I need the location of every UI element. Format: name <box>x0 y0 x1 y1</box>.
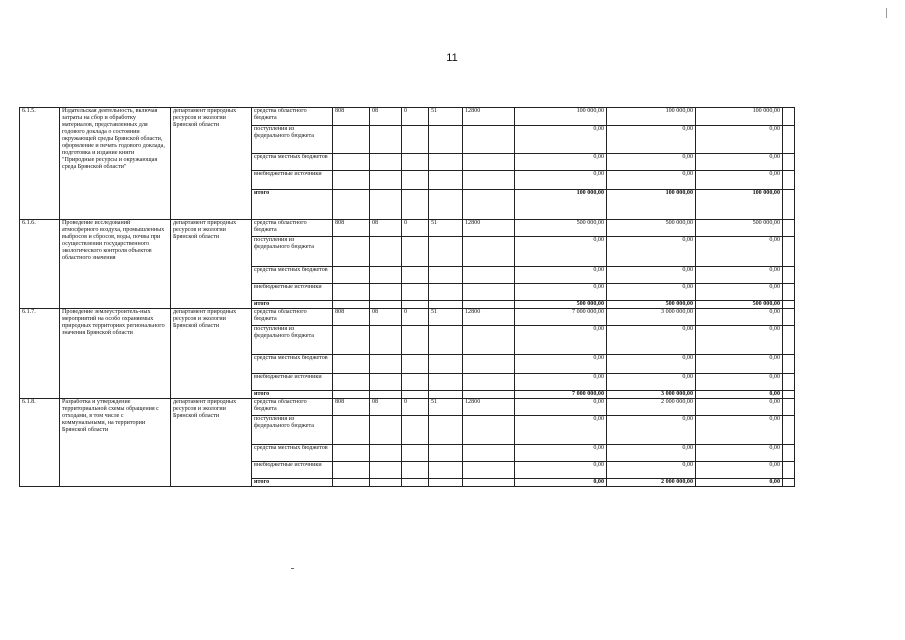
blank-cell <box>783 108 795 126</box>
budget-code: 08 <box>370 399 402 416</box>
amount-year-2: 0,00 <box>607 284 696 301</box>
table-row <box>20 399 795 416</box>
budget-code <box>463 416 515 445</box>
blank-cell <box>783 391 795 399</box>
amount-year-1: 0,00 <box>515 374 607 391</box>
amount-year-3: 0,00 <box>696 462 783 479</box>
amount-year-2: 2 000 000,00 <box>607 479 696 487</box>
item-number: 6.1.7. <box>20 309 60 399</box>
funding-source: средства местных бюджетов <box>252 154 333 171</box>
budget-code <box>370 445 402 462</box>
budget-code <box>402 284 429 301</box>
amount-year-3: 0,00 <box>696 284 783 301</box>
blank-cell <box>783 126 795 154</box>
budget-code <box>463 479 515 487</box>
item-executor: департамент природных ресурсов и экологии Брянской области <box>171 399 252 487</box>
blank-cell <box>783 220 795 237</box>
budget-code <box>429 479 463 487</box>
budget-code <box>402 301 429 309</box>
budget-code <box>333 462 370 479</box>
budget-code <box>402 154 429 171</box>
amount-year-1: 7 000 000,00 <box>515 309 607 326</box>
amount-year-2: 0,00 <box>607 445 696 462</box>
amount-year-1: 0,00 <box>515 171 607 190</box>
budget-code <box>370 284 402 301</box>
budget-code: 08 <box>370 220 402 237</box>
budget-code <box>402 190 429 220</box>
budget-code <box>402 462 429 479</box>
amount-year-3: 0,00 <box>696 309 783 326</box>
budget-code <box>402 445 429 462</box>
budget-code <box>333 326 370 355</box>
amount-year-1: 0,00 <box>515 326 607 355</box>
blank-cell <box>783 309 795 326</box>
item-number: 6.1.8. <box>20 399 60 487</box>
blank-cell <box>783 301 795 309</box>
budget-code <box>463 374 515 391</box>
amount-year-1: 0,00 <box>515 462 607 479</box>
budget-code <box>463 126 515 154</box>
budget-code <box>429 445 463 462</box>
budget-code <box>370 267 402 284</box>
budget-code: 08 <box>370 309 402 326</box>
amount-year-3: 500 000,00 <box>696 301 783 309</box>
item-name: Разработка и утверждение территориальной схемы обращения с отходами, в том числе с коммунальными, на территории Брянской области <box>60 399 171 487</box>
budget-code <box>463 462 515 479</box>
amount-year-3: 0,00 <box>696 445 783 462</box>
budget-code <box>402 391 429 399</box>
budget-code <box>333 126 370 154</box>
blank-cell <box>783 462 795 479</box>
amount-year-3: 0,00 <box>696 374 783 391</box>
amount-year-2: 0,00 <box>607 237 696 267</box>
budget-code: 51 <box>429 309 463 326</box>
budget-code <box>463 445 515 462</box>
budget-code: 0 <box>402 220 429 237</box>
amount-year-1: 0,00 <box>515 154 607 171</box>
amount-year-3: 0,00 <box>696 479 783 487</box>
budget-code: 12800 <box>463 220 515 237</box>
amount-year-1: 0,00 <box>515 267 607 284</box>
budget-code <box>429 326 463 355</box>
page-edge-mark <box>886 8 887 18</box>
budget-code <box>463 237 515 267</box>
budget-code <box>429 416 463 445</box>
budget-code: 08 <box>370 108 402 126</box>
budget-code <box>429 237 463 267</box>
budget-code <box>333 374 370 391</box>
amount-year-3: 0,00 <box>696 267 783 284</box>
funding-source: средства областного бюджета <box>252 399 333 416</box>
budget-code <box>333 445 370 462</box>
amount-year-2: 100 000,00 <box>607 190 696 220</box>
budget-code: 0 <box>402 399 429 416</box>
amount-year-3: 0,00 <box>696 399 783 416</box>
amount-year-3: 0,00 <box>696 126 783 154</box>
budget-code: 808 <box>333 220 370 237</box>
funding-source: поступления из федерального бюджета <box>252 126 333 154</box>
budget-code <box>463 190 515 220</box>
funding-source: средства местных бюджетов <box>252 267 333 284</box>
blank-cell <box>783 374 795 391</box>
funding-source: поступления из федерального бюджета <box>252 326 333 355</box>
funding-source: средства областного бюджета <box>252 108 333 126</box>
table-row <box>20 108 795 126</box>
funding-source: итого <box>252 190 333 220</box>
budget-code <box>402 326 429 355</box>
budget-code <box>463 284 515 301</box>
budget-code <box>463 301 515 309</box>
item-number: 6.1.5. <box>20 108 60 220</box>
blank-cell <box>783 416 795 445</box>
budget-code <box>333 154 370 171</box>
budget-code <box>333 190 370 220</box>
funding-source: внебюджетные источники <box>252 284 333 301</box>
budget-code <box>429 391 463 399</box>
budget-code: 808 <box>333 399 370 416</box>
budget-code <box>333 355 370 374</box>
budget-code <box>370 416 402 445</box>
budget-code <box>429 374 463 391</box>
table-row <box>20 220 795 237</box>
amount-year-3: 0,00 <box>696 391 783 399</box>
item-executor: департамент природных ресурсов и экологии Брянской области <box>171 108 252 220</box>
funding-source: итого <box>252 479 333 487</box>
budget-code <box>463 171 515 190</box>
amount-year-2: 500 000,00 <box>607 301 696 309</box>
budget-code <box>402 171 429 190</box>
funding-source: поступления из федерального бюджета <box>252 237 333 267</box>
amount-year-1: 0,00 <box>515 237 607 267</box>
budget-code <box>402 479 429 487</box>
budget-code <box>370 374 402 391</box>
amount-year-3: 0,00 <box>696 237 783 267</box>
budget-code <box>402 416 429 445</box>
budget-code <box>463 326 515 355</box>
amount-year-3: 0,00 <box>696 154 783 171</box>
amount-year-1: 100 000,00 <box>515 190 607 220</box>
amount-year-2: 3 000 000,00 <box>607 391 696 399</box>
amount-year-3: 0,00 <box>696 326 783 355</box>
blank-cell <box>783 326 795 355</box>
item-name: Проведение землеустроитель-ных мероприятий на особо охраняемых природных территориях регионального значения Брянской области <box>60 309 171 399</box>
budget-code <box>429 190 463 220</box>
budget-code <box>402 355 429 374</box>
budget-code <box>370 462 402 479</box>
budget-code: 808 <box>333 309 370 326</box>
amount-year-3: 0,00 <box>696 416 783 445</box>
blank-cell <box>783 399 795 416</box>
amount-year-2: 0,00 <box>607 267 696 284</box>
budget-code <box>402 126 429 154</box>
blank-cell <box>783 479 795 487</box>
amount-year-2: 100 000,00 <box>607 108 696 126</box>
amount-year-2: 0,00 <box>607 374 696 391</box>
funding-source: внебюджетные источники <box>252 462 333 479</box>
budget-code <box>463 355 515 374</box>
funding-source: внебюджетные источники <box>252 171 333 190</box>
budget-code <box>370 237 402 267</box>
amount-year-1: 500 000,00 <box>515 301 607 309</box>
amount-year-3: 0,00 <box>696 355 783 374</box>
amount-year-3: 100 000,00 <box>696 190 783 220</box>
budget-code <box>429 284 463 301</box>
amount-year-1: 7 000 000,00 <box>515 391 607 399</box>
budget-code: 0 <box>402 309 429 326</box>
budget-code: 12800 <box>463 399 515 416</box>
budget-code <box>429 154 463 171</box>
amount-year-1: 0,00 <box>515 399 607 416</box>
budget-code <box>333 479 370 487</box>
scan-dot <box>291 568 294 569</box>
budget-code <box>370 326 402 355</box>
funding-source: средства местных бюджетов <box>252 355 333 374</box>
blank-cell <box>783 267 795 284</box>
amount-year-1: 100 000,00 <box>515 108 607 126</box>
table-row <box>20 309 795 326</box>
budget-code <box>402 374 429 391</box>
item-name: Проведение исследований атмосферного воздуха, промышленных выбросов и сбросов, воды, почвы при осуществлении государственного экологического контроля объектов областного значения <box>60 220 171 309</box>
budget-code <box>370 479 402 487</box>
budget-code <box>429 171 463 190</box>
amount-year-2: 0,00 <box>607 326 696 355</box>
budget-code <box>463 267 515 284</box>
funding-source: итого <box>252 301 333 309</box>
amount-year-2: 0,00 <box>607 355 696 374</box>
amount-year-1: 0,00 <box>515 284 607 301</box>
amount-year-2: 0,00 <box>607 126 696 154</box>
budget-code <box>333 284 370 301</box>
budget-code: 12800 <box>463 108 515 126</box>
amount-year-2: 0,00 <box>607 154 696 171</box>
budget-code <box>333 171 370 190</box>
budget-code <box>370 126 402 154</box>
amount-year-1: 0,00 <box>515 445 607 462</box>
item-executor: департамент природных ресурсов и экологии Брянской области <box>171 220 252 309</box>
budget-code <box>429 355 463 374</box>
blank-cell <box>783 284 795 301</box>
item-executor: департамент природных ресурсов и экологии Брянской области <box>171 309 252 399</box>
budget-code: 51 <box>429 108 463 126</box>
amount-year-3: 100 000,00 <box>696 108 783 126</box>
budget-code <box>429 126 463 154</box>
budget-code <box>429 267 463 284</box>
budget-code <box>370 154 402 171</box>
funding-source: внебюджетные источники <box>252 374 333 391</box>
item-number: 6.1.6. <box>20 220 60 309</box>
amount-year-2: 500 000,00 <box>607 220 696 237</box>
item-name: Издательская деятельность, включая затраты на сбор и обработку материалов, представленных для годового доклада о состоянии окружающей среды Брянской области, оформление и печать годового доклада, подготовка и издание книги "Природные ресурсы и окружающая среда Брянской области" <box>60 108 171 220</box>
funding-source: средства местных бюджетов <box>252 445 333 462</box>
budget-code <box>463 391 515 399</box>
blank-cell <box>783 190 795 220</box>
budget-code <box>402 267 429 284</box>
amount-year-3: 500 000,00 <box>696 220 783 237</box>
budget-code: 12800 <box>463 309 515 326</box>
budget-code: 0 <box>402 108 429 126</box>
budget-code <box>370 171 402 190</box>
budget-code <box>333 391 370 399</box>
budget-code <box>429 462 463 479</box>
amount-year-2: 0,00 <box>607 416 696 445</box>
budget-table <box>19 107 795 487</box>
blank-cell <box>783 355 795 374</box>
blank-cell <box>783 171 795 190</box>
budget-code <box>333 416 370 445</box>
funding-source: итого <box>252 391 333 399</box>
budget-code <box>402 237 429 267</box>
amount-year-1: 500 000,00 <box>515 220 607 237</box>
blank-cell <box>783 237 795 267</box>
page-number: 11 <box>446 52 458 64</box>
budget-code: 51 <box>429 220 463 237</box>
budget-code: 808 <box>333 108 370 126</box>
budget-code <box>463 154 515 171</box>
budget-code <box>370 190 402 220</box>
budget-code <box>370 355 402 374</box>
amount-year-1: 0,00 <box>515 416 607 445</box>
budget-code <box>429 301 463 309</box>
amount-year-1: 0,00 <box>515 126 607 154</box>
amount-year-2: 0,00 <box>607 462 696 479</box>
budget-code <box>333 267 370 284</box>
funding-source: поступления из федерального бюджета <box>252 416 333 445</box>
blank-cell <box>783 154 795 171</box>
budget-code <box>333 237 370 267</box>
funding-source: средства областного бюджета <box>252 220 333 237</box>
funding-source: средства областного бюджета <box>252 309 333 326</box>
amount-year-1: 0,00 <box>515 355 607 374</box>
amount-year-1: 0,00 <box>515 479 607 487</box>
amount-year-2: 3 000 000,00 <box>607 309 696 326</box>
amount-year-2: 0,00 <box>607 171 696 190</box>
budget-code: 51 <box>429 399 463 416</box>
amount-year-2: 2 000 000,00 <box>607 399 696 416</box>
budget-code <box>333 301 370 309</box>
blank-cell <box>783 445 795 462</box>
budget-code <box>370 391 402 399</box>
amount-year-3: 0,00 <box>696 171 783 190</box>
budget-code <box>370 301 402 309</box>
